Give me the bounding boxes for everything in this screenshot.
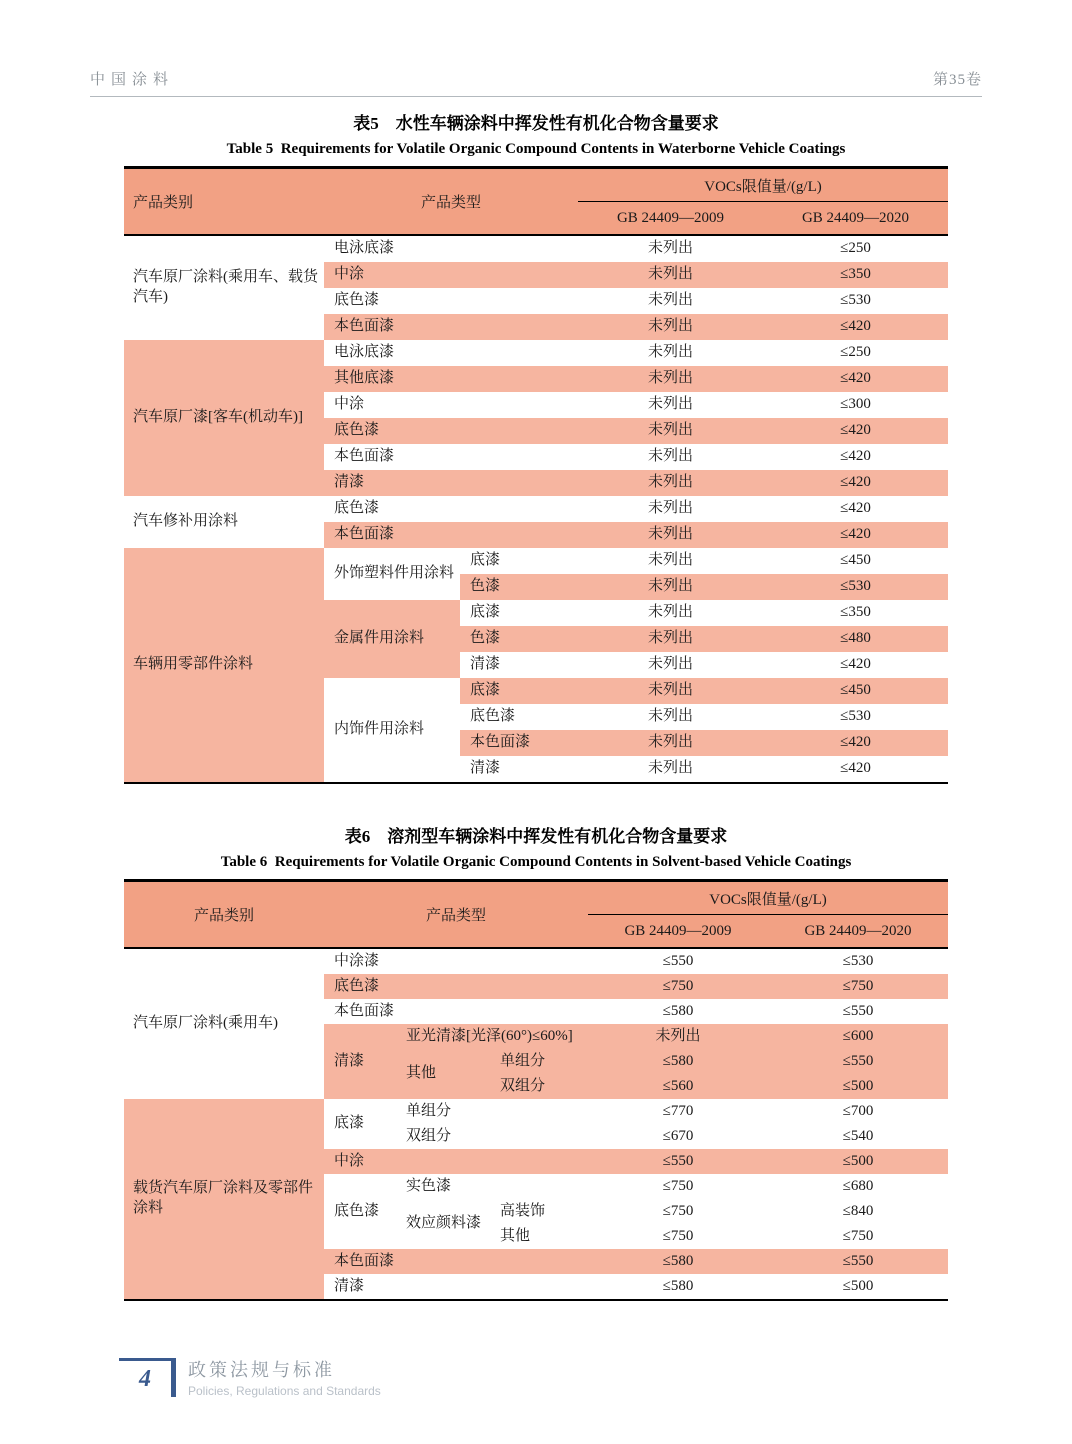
value-cell: 未列出: [578, 522, 763, 548]
type-cell: 内饰件用涂料: [324, 678, 460, 783]
value-cell: ≤550: [768, 1049, 948, 1074]
value-cell: 未列出: [578, 366, 763, 392]
value-cell: 未列出: [578, 392, 763, 418]
value-cell: ≤500: [768, 1149, 948, 1174]
value-cell: ≤420: [763, 444, 948, 470]
footer-section: [188, 1358, 381, 1398]
table5-caption-zh: 表5 水性车辆涂料中挥发性有机化合物含量要求: [353, 114, 719, 133]
type-cell: 单组分: [396, 1099, 588, 1124]
value-cell: ≤530: [768, 948, 948, 974]
type-cell: 中涂: [324, 262, 578, 288]
value-cell: ≤250: [763, 235, 948, 262]
type-cell: 底色漆: [324, 496, 578, 522]
column-header-type: 产品类型: [324, 168, 578, 236]
value-cell: ≤540: [768, 1124, 948, 1149]
table6-voc-limits-solvent: [124, 879, 948, 1301]
value-cell: ≤580: [588, 1049, 768, 1074]
value-cell: ≤420: [763, 756, 948, 783]
journal-name: 中国涂料: [90, 72, 175, 88]
value-cell: ≤450: [763, 548, 948, 574]
column-header-gb-2009: GB 24409—2009: [588, 915, 768, 949]
category-cell: 汽车原厂涂料(乘用车): [124, 948, 324, 1099]
type-cell: 其他底漆: [324, 366, 578, 392]
type-cell: 电泳底漆: [324, 340, 578, 366]
value-cell: 未列出: [578, 470, 763, 496]
value-cell: ≤580: [588, 999, 768, 1024]
type-cell: 亚光清漆[光泽(60°)≤60%]: [396, 1024, 588, 1049]
type-cell: 效应颜料漆: [396, 1199, 490, 1249]
value-cell: ≤750: [588, 1199, 768, 1224]
type-cell: 金属件用涂料: [324, 600, 460, 678]
value-cell: ≤750: [588, 1224, 768, 1249]
type-cell: 本色面漆: [324, 999, 588, 1024]
value-cell: ≤550: [588, 948, 768, 974]
value-cell: 未列出: [578, 652, 763, 678]
type-cell: 电泳底漆: [324, 235, 578, 262]
value-cell: ≤500: [768, 1074, 948, 1099]
page-number: 4: [139, 1365, 151, 1392]
column-header-category: 产品类别: [124, 168, 324, 236]
type-cell: 底色漆: [460, 704, 578, 730]
type-cell: 单组分: [490, 1049, 588, 1074]
page-footer: [119, 1358, 381, 1398]
value-cell: ≤580: [588, 1249, 768, 1274]
type-cell: 色漆: [460, 574, 578, 600]
value-cell: 未列出: [578, 418, 763, 444]
value-cell: ≤420: [763, 366, 948, 392]
value-cell: 未列出: [578, 704, 763, 730]
type-cell: 本色面漆: [460, 730, 578, 756]
column-header-voc-limit: VOCs限值量/(g/L): [588, 881, 948, 915]
value-cell: ≤420: [763, 522, 948, 548]
value-cell: ≤450: [763, 678, 948, 704]
value-cell: ≤670: [588, 1124, 768, 1149]
type-cell: 底色漆: [324, 974, 588, 999]
value-cell: ≤680: [768, 1174, 948, 1199]
type-cell: 清漆: [460, 652, 578, 678]
value-cell: ≤350: [763, 600, 948, 626]
value-cell: 未列出: [578, 340, 763, 366]
type-cell: 中涂漆: [324, 948, 588, 974]
type-cell: 双组分: [396, 1124, 588, 1149]
footer-section-title-en: Policies, Regulations and Standards: [188, 1383, 381, 1398]
type-cell: 本色面漆: [324, 522, 578, 548]
table5-block: [124, 113, 948, 784]
value-cell: 未列出: [588, 1024, 768, 1049]
value-cell: ≤300: [763, 392, 948, 418]
type-cell: 底漆: [324, 1099, 396, 1149]
type-cell: 底色漆: [324, 418, 578, 444]
value-cell: 未列出: [578, 548, 763, 574]
page-number-box: [119, 1358, 176, 1397]
column-header-gb-2009: GB 24409—2009: [578, 202, 763, 236]
value-cell: ≤550: [768, 1249, 948, 1274]
value-cell: 未列出: [578, 288, 763, 314]
table-row: [124, 235, 948, 262]
value-cell: ≤250: [763, 340, 948, 366]
type-cell: 中涂: [324, 392, 578, 418]
category-cell: 汽车原厂涂料(乘用车、载货汽车): [124, 235, 324, 340]
footer-section-title-zh: 政策法规与标准: [188, 1360, 335, 1380]
value-cell: ≤530: [763, 288, 948, 314]
value-cell: ≤530: [763, 574, 948, 600]
column-header-category: 产品类别: [124, 881, 324, 949]
type-cell: 高装饰: [490, 1199, 588, 1224]
type-cell: 清漆: [324, 1024, 396, 1099]
type-cell: 中涂: [324, 1149, 588, 1174]
table-row: [124, 496, 948, 522]
category-cell: 汽车修补用涂料: [124, 496, 324, 548]
value-cell: 未列出: [578, 574, 763, 600]
table6-block: [124, 826, 948, 1301]
value-cell: ≤560: [588, 1074, 768, 1099]
value-cell: ≤420: [763, 470, 948, 496]
value-cell: ≤600: [768, 1024, 948, 1049]
value-cell: ≤420: [763, 730, 948, 756]
value-cell: ≤700: [768, 1099, 948, 1124]
type-cell: 外饰塑料件用涂料: [324, 548, 460, 600]
column-header-gb-2020: GB 24409—2020: [768, 915, 948, 949]
value-cell: ≤750: [768, 1224, 948, 1249]
category-cell: 载货汽车原厂涂料及零部件涂料: [124, 1099, 324, 1300]
table5-voc-limits-waterborne: [124, 166, 948, 784]
page-header: [90, 68, 982, 97]
table-row: [124, 1099, 948, 1124]
type-cell: 清漆: [324, 470, 578, 496]
column-header-type: 产品类型: [324, 881, 588, 949]
type-cell: 底漆: [460, 548, 578, 574]
type-cell: 实色漆: [396, 1174, 588, 1199]
table6-caption-en: Table 6 Requirements for Volatile Organic Compound Contents in Solvent-based Vehicle Coatings: [220, 854, 852, 870]
value-cell: ≤420: [763, 652, 948, 678]
value-cell: ≤480: [763, 626, 948, 652]
value-cell: ≤550: [768, 999, 948, 1024]
volume-label: 第35卷: [932, 72, 982, 88]
table6-caption-zh: 表6 溶剂型车辆涂料中挥发性有机化合物含量要求: [344, 827, 728, 846]
value-cell: ≤350: [763, 262, 948, 288]
category-cell: 车辆用零部件涂料: [124, 548, 324, 783]
value-cell: 未列出: [578, 600, 763, 626]
value-cell: ≤750: [588, 974, 768, 999]
type-cell: 清漆: [324, 1274, 588, 1300]
value-cell: 未列出: [578, 730, 763, 756]
value-cell: ≤420: [763, 314, 948, 340]
type-cell: 清漆: [460, 756, 578, 783]
table-row: [124, 948, 948, 974]
value-cell: ≤840: [768, 1199, 948, 1224]
value-cell: ≤550: [588, 1149, 768, 1174]
table-row: [124, 548, 948, 574]
value-cell: ≤750: [588, 1174, 768, 1199]
type-cell: 其他: [396, 1049, 490, 1099]
type-cell: 本色面漆: [324, 444, 578, 470]
value-cell: ≤750: [768, 974, 948, 999]
value-cell: ≤530: [763, 704, 948, 730]
type-cell: 底色漆: [324, 1174, 396, 1249]
column-header-gb-2020: GB 24409—2020: [763, 202, 948, 236]
value-cell: 未列出: [578, 235, 763, 262]
value-cell: 未列出: [578, 756, 763, 783]
value-cell: 未列出: [578, 626, 763, 652]
value-cell: 未列出: [578, 262, 763, 288]
type-cell: 双组分: [490, 1074, 588, 1099]
value-cell: 未列出: [578, 444, 763, 470]
type-cell: 本色面漆: [324, 1249, 588, 1274]
type-cell: 其他: [490, 1224, 588, 1249]
type-cell: 底漆: [460, 600, 578, 626]
type-cell: 色漆: [460, 626, 578, 652]
value-cell: ≤420: [763, 418, 948, 444]
type-cell: 底漆: [460, 678, 578, 704]
value-cell: 未列出: [578, 314, 763, 340]
table5-caption-en: Table 5 Requirements for Volatile Organic Compound Contents in Waterborne Vehicle Coatings: [226, 141, 846, 157]
type-cell: 底色漆: [324, 288, 578, 314]
category-cell: 汽车原厂漆[客车(机动车)]: [124, 340, 324, 496]
type-cell: 本色面漆: [324, 314, 578, 340]
value-cell: 未列出: [578, 678, 763, 704]
value-cell: ≤500: [768, 1274, 948, 1300]
value-cell: ≤420: [763, 496, 948, 522]
column-header-voc-limit: VOCs限值量/(g/L): [578, 168, 948, 202]
table-row: [124, 340, 948, 366]
value-cell: ≤580: [588, 1274, 768, 1300]
value-cell: ≤770: [588, 1099, 768, 1124]
value-cell: 未列出: [578, 496, 763, 522]
